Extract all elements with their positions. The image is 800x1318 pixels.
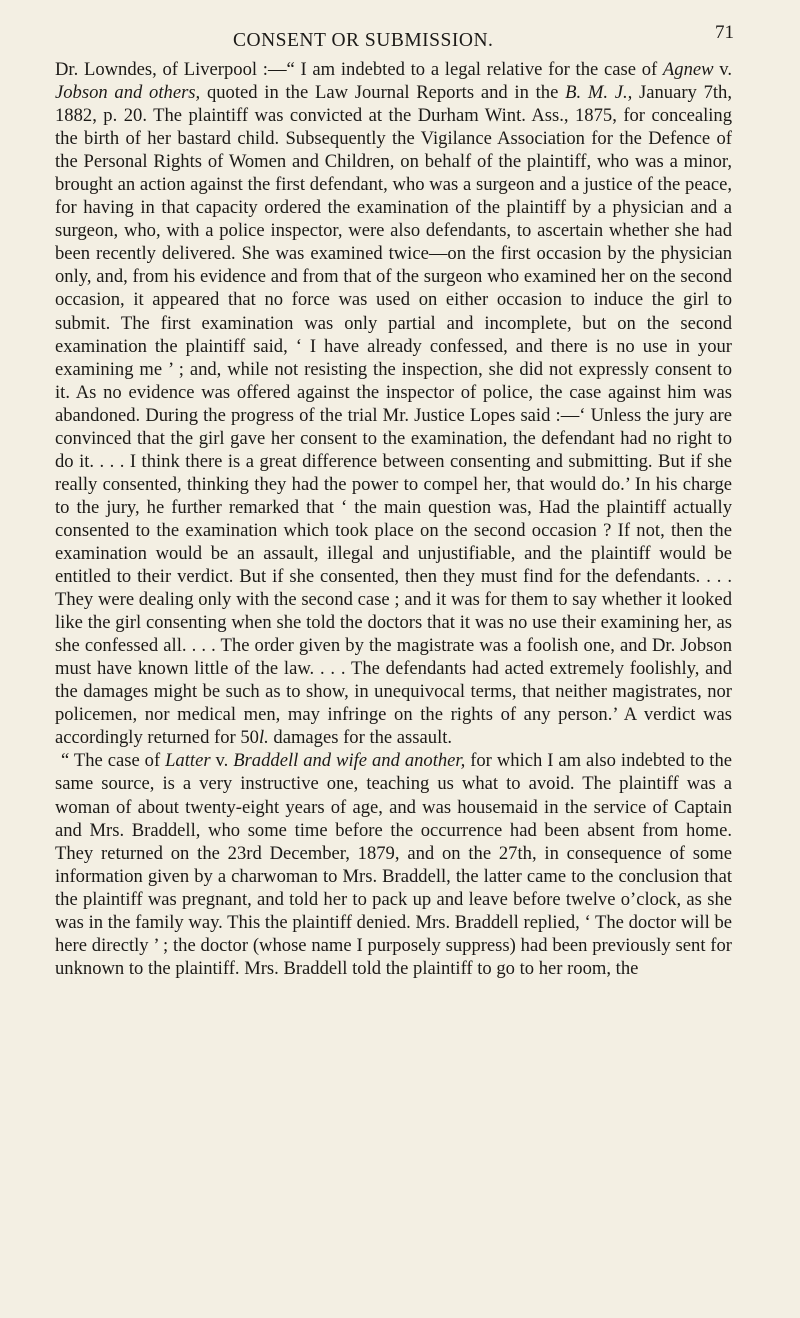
running-head: [55, 0, 732, 58]
italic-text-run: Braddell and wife and another,: [233, 750, 466, 772]
italic-text-run: Latter: [165, 750, 211, 772]
text-run: Dr. Lowndes, of Liverpool :—“ I am indebted to a legal relative for the case of: [55, 59, 663, 80]
text-run: damages for the assault.: [268, 727, 453, 749]
text-run: v.: [713, 59, 732, 80]
italic-text-run: B. M. J.,: [565, 82, 633, 104]
paragraph-agnew-v-jobson: [55, 58, 732, 749]
text-run: quoted in the Law Journal Reports and in the: [200, 82, 566, 104]
page-number: 71: [715, 22, 734, 43]
text-run: “ The case of: [61, 750, 166, 772]
body-text: [55, 58, 732, 980]
text-run: January 7th, 1882, p. 20. The plaintiff was convicted at the Durham Wint. Ass., 1875, for concealing the birth of her bastard child. Subsequently the Vigilance Association for the Defence of the Personal Rights of Women and Children, on behalf of the plaintiff, who was a minor, brought an action against the first defendant, who was a surgeon and a justice of the peace, for having in that capacity ordered the examination of the plaintiff by a physician and a surgeon, who, with a police inspector, were also defendants, to ascertain whether she had been recently delivered. She was examined twice—on the first occasion by the physician only, and, from his evidence and from that of the surgeon who examined her on the second occasion, it appeared that no force was used on either occasion to induce the girl to submit. The first examination was only partial and incomplete, but on the second examination the plaintiff said, ‘ I have already confessed, and there is no use in your examining me ’ ; and, while not resisting the inspection, she did not expressly consent to it. As no evidence was offered against the inspector of police, the case against him was abandoned. During the progress of the trial Mr. Justice Lopes said :—‘ Unless the jury are convinced that the girl gave her consent to the examination, the defendant had no right to do it. . . . I think there is a great difference between consenting and submitting. But if she really consented, thinking they had the power to compel her, that would do.’ In his charge to the jury, he further remarked that ‘ the main question was, Had the plaintiff actually consented to the examination which took place on the second occasion ? If not, then the examination would be an assault, illegal and unjustifiable, and the plaintiff would be entitled to their verdict. But if she consented, then they must find for the defendants. . . . They were dealing only with the second case ; and it was for them to say whether it looked like the girl consenting when she told the doctors that it was no use their examining her, as she confessed all. . . . The order given by the magistrate was a foolish one, and Dr. Jobson must have known little of the law. . . . The defendants had acted extremely foolishly, and the damages might be such as to show, in unequivocal terms, that neither magistrates, nor policemen, nor medical men, may infringe on the rights of any person.’ A verdict was accordingly returned for 50: [55, 82, 733, 749]
italic-text-run: l.: [258, 727, 269, 749]
italic-text-run: Agnew: [662, 59, 714, 80]
text-run: for which I am also indebted to the same source, is a very instructive one, teaching us what to avoid. The plaintiff was a woman of about twenty-eight years of age, and was housemaid in the service of Captain and Mrs. Braddell, who some time before the occurrence had been absent from home. They returned on the 23rd December, 1879, and on the 27th, in consequence of some information given by a charwoman to Mrs. Braddell, the latter came to the conclusion that the plaintiff was pregnant, and told her to pack up and leave before twelve o’clock, as she was in the family way. This the plaintiff denied. Mrs. Braddell replied, ‘ The doctor will be here directly ’ ; the doctor (whose name I purposely suppress) had been previously sent for unknown to the plaintiff. Mrs. Braddell told the plaintiff to go to her room, the: [55, 750, 732, 979]
italic-text-run: Jobson and others,: [55, 82, 201, 104]
text-run: v.: [210, 750, 234, 772]
paragraph-latter-v-braddell: [55, 749, 732, 979]
running-title: CONSENT OR SUBMISSION.: [233, 30, 494, 51]
